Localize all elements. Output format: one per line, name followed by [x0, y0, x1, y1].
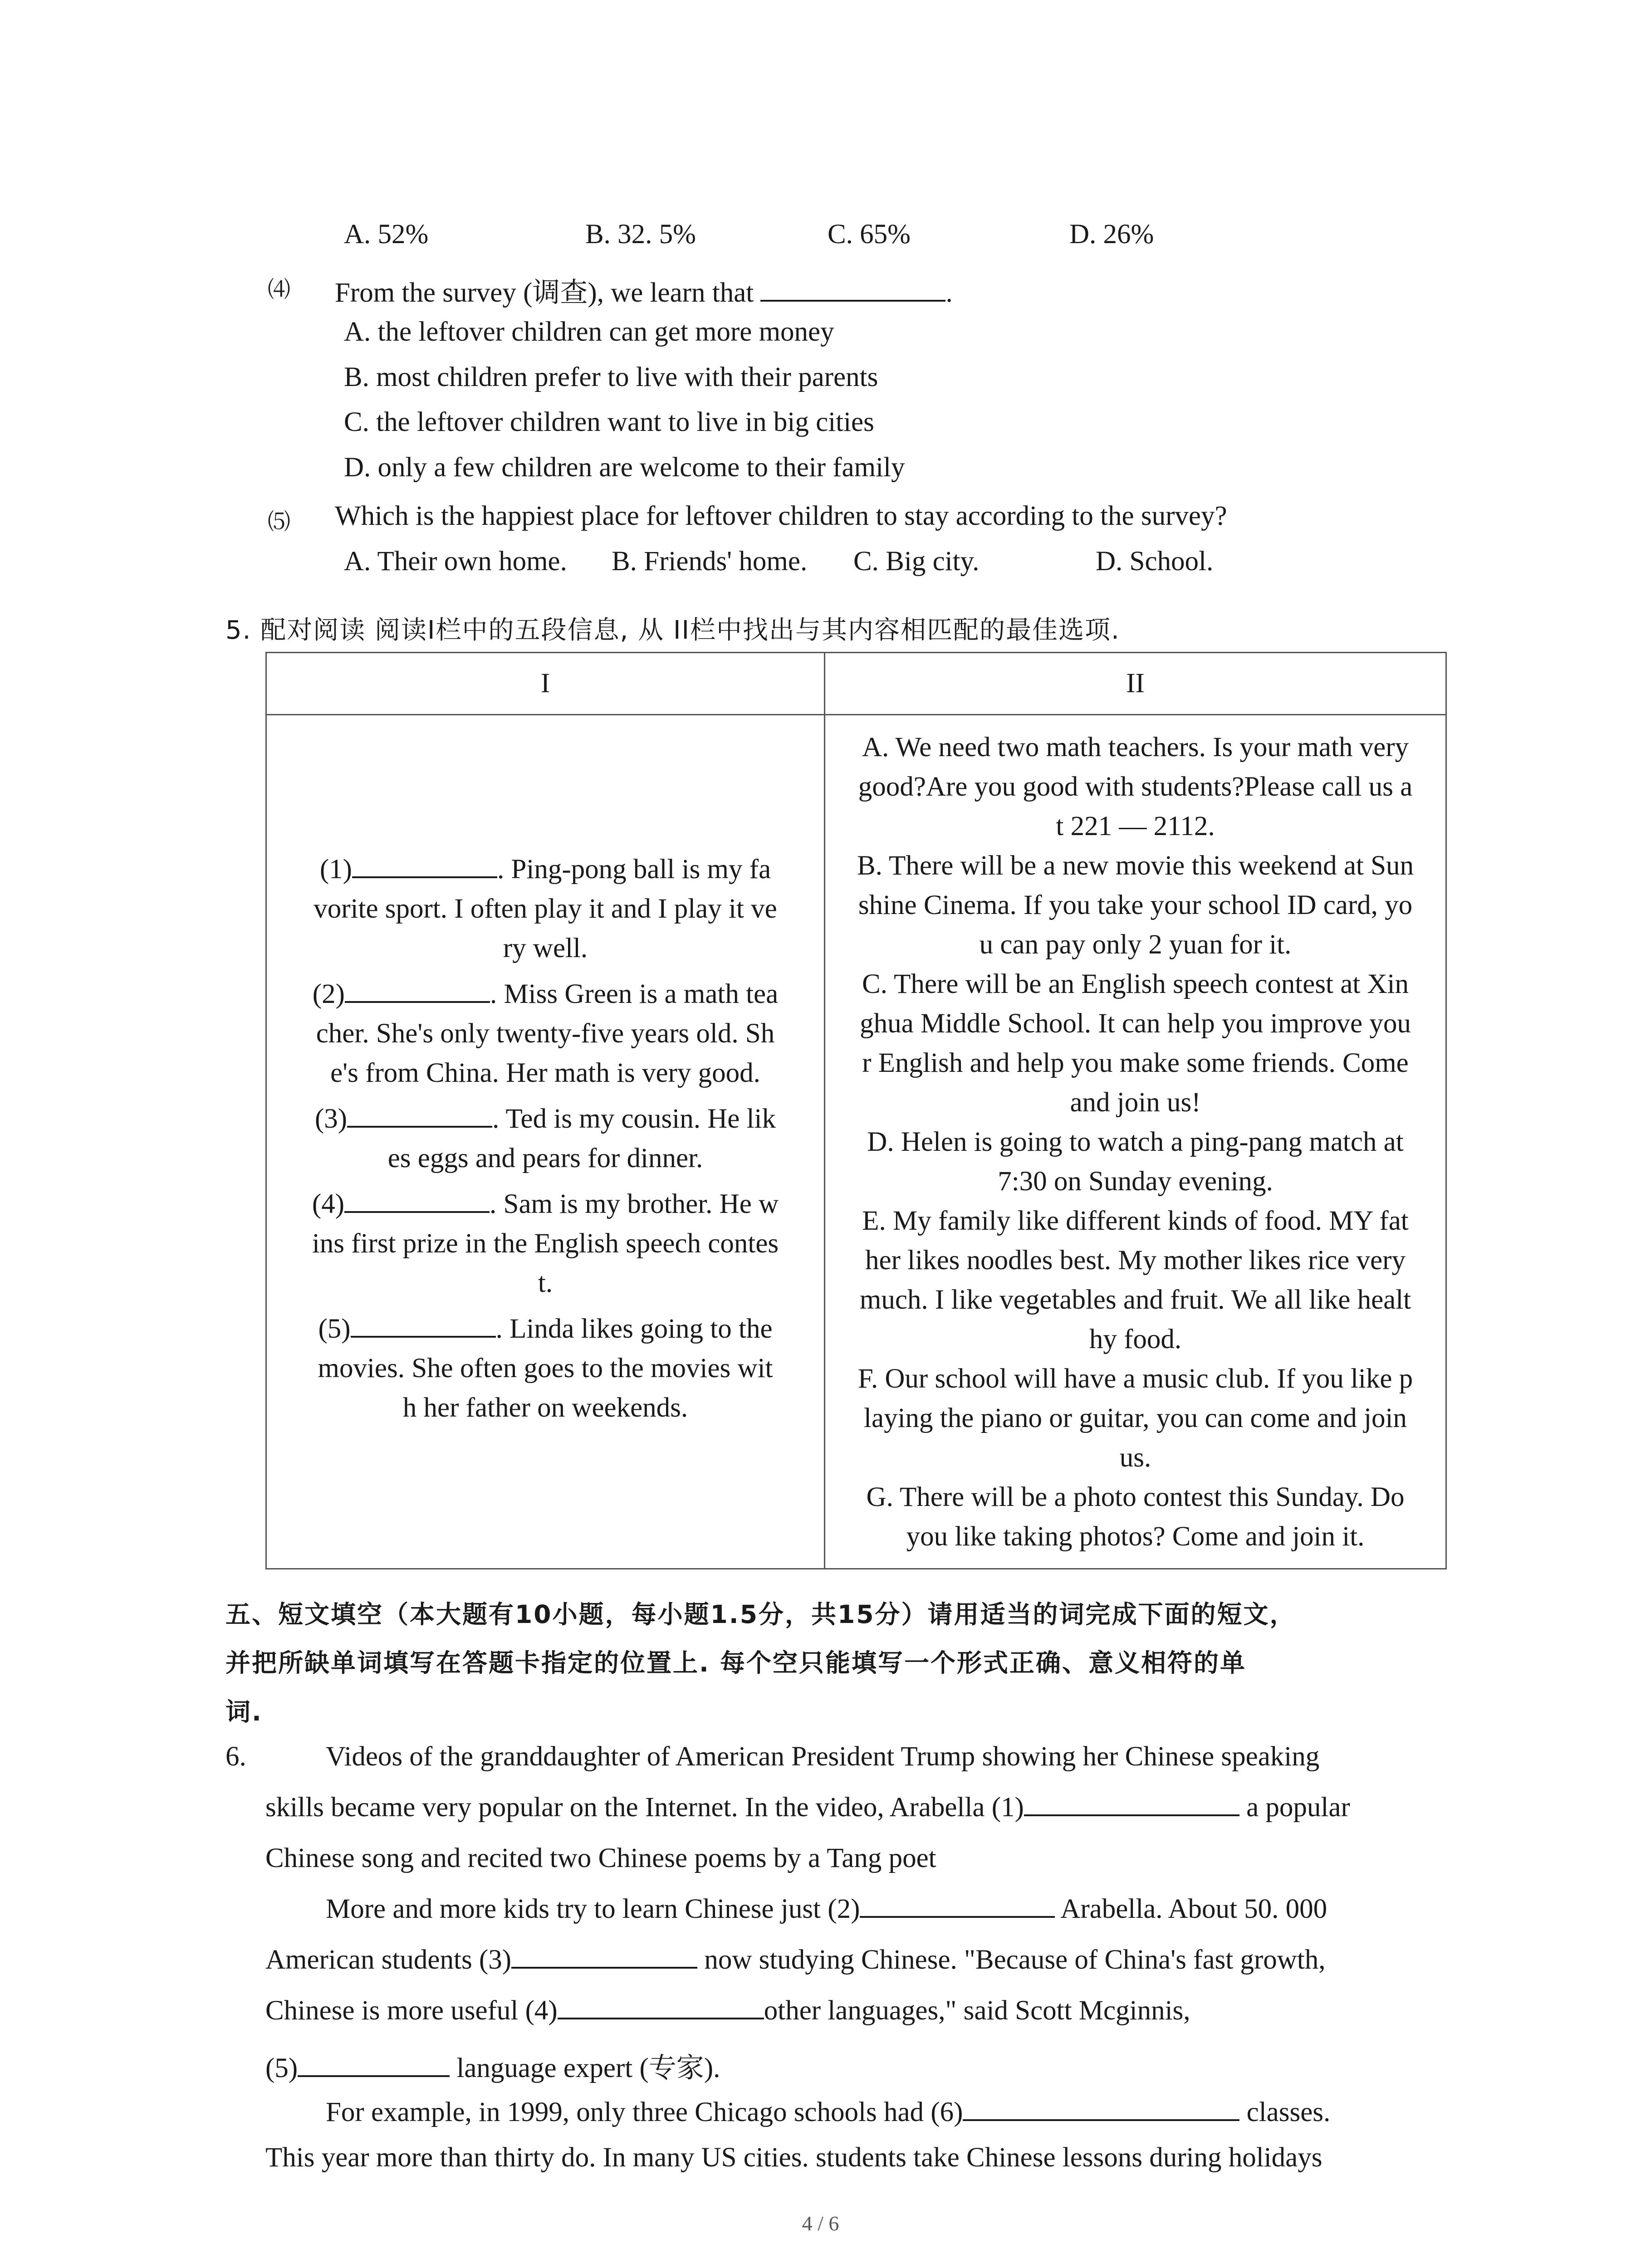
column-i-item — [276, 1309, 815, 1427]
column-ii-option — [834, 1359, 1436, 1477]
q6-p2-line2-a: American students (3) — [265, 1945, 512, 1975]
option-text-line: 7:30 on Sunday evening. — [998, 1166, 1273, 1197]
item-text-line: vorite sport. I often play it and I play it ve — [314, 894, 777, 924]
q3-option-a: A. 52% — [344, 219, 429, 249]
answer-blank[interactable] — [352, 854, 497, 878]
q6-p2-line4-a: (5) — [265, 2053, 298, 2083]
table-body-row — [266, 715, 1446, 1569]
q6-number: 6. — [225, 1741, 246, 1772]
item-text-line: t. — [538, 1268, 553, 1298]
item-text-line: es eggs and pears for dinner. — [387, 1143, 703, 1173]
q5-option-a: A. Their own home. — [344, 546, 567, 577]
option-text-line: us. — [1119, 1442, 1151, 1473]
item-text-line: ry well. — [503, 933, 588, 963]
q6-p2-line3-a: Chinese is more useful (4) — [265, 1995, 558, 2026]
q4-blank[interactable] — [760, 277, 945, 302]
q5-number: ⑸ — [268, 509, 290, 534]
q4-stem-end: . — [945, 278, 953, 308]
blank-3[interactable] — [511, 1944, 697, 1969]
column-i-item-first-line — [276, 1309, 815, 1349]
column-i-item-first-line — [276, 850, 815, 889]
column-i-item-first-line — [276, 1099, 815, 1139]
column-ii-header: II — [825, 653, 1446, 715]
q6-p1-line2-b: a popular — [1246, 1792, 1350, 1823]
q4-option-a: A. the leftover children can get more money — [344, 317, 834, 347]
q6-p2-line1-a: More and more kids try to learn Chinese just (2) — [326, 1894, 860, 1924]
column-ii-option — [834, 1122, 1436, 1201]
table-header-row — [266, 653, 1446, 715]
column-i-cell — [266, 715, 825, 1569]
option-text-line: t 221 — 2112. — [1056, 811, 1215, 841]
option-text-line: you like taking photos? Come and join it. — [906, 1521, 1365, 1552]
blank-2[interactable] — [860, 1893, 1055, 1918]
column-ii-option — [834, 728, 1436, 846]
option-text-line: and join us! — [1070, 1087, 1201, 1118]
item-text: . Ted is my cousin. He lik — [492, 1104, 776, 1134]
column-i-item — [276, 850, 815, 968]
column-ii-option — [834, 1477, 1436, 1556]
q3-option-c: C. 65% — [828, 219, 911, 249]
item-text: . Ping-pong ball is my fa — [497, 854, 771, 885]
column-i-item — [276, 1184, 815, 1303]
item-number: (2) — [312, 979, 345, 1009]
option-text-line: her likes noodles best. My mother likes rice very — [865, 1245, 1406, 1276]
q6-p2-line1 — [326, 1893, 1327, 1925]
blank-6[interactable] — [963, 2097, 1239, 2121]
option-text-line: u can pay only 2 yuan for it. — [979, 929, 1292, 960]
item-text-line: movies. She often goes to the movies wit — [318, 1353, 773, 1383]
option-text-line: B. There will be a new movie this weekend at Sun — [857, 850, 1414, 881]
item-text-line: cher. She's only twenty-five years old. Sh — [316, 1018, 775, 1049]
option-text-line: good?Are you good with students?Please call us a — [858, 771, 1413, 802]
item-text: . Sam is my brother. He w — [490, 1189, 779, 1219]
item-text-line: ins first prize in the English speech contes — [312, 1228, 779, 1259]
answer-blank[interactable] — [347, 1103, 492, 1128]
option-text-line: G. There will be a photo contest this Sunday. Do — [866, 1481, 1405, 1512]
column-ii-option — [834, 1201, 1436, 1359]
item-text: . Linda likes going to the — [495, 1314, 773, 1344]
q6-p2-line4 — [265, 2046, 720, 2085]
answer-blank[interactable] — [344, 1188, 490, 1213]
q4-stem-text: From the survey (调查), we learn that — [335, 278, 754, 308]
column-ii-option — [834, 846, 1436, 964]
column-ii-option — [834, 964, 1436, 1122]
matching-table — [265, 652, 1447, 1569]
item-number: (1) — [319, 854, 352, 885]
option-text-line: A. We need two math teachers. Is your math very — [862, 732, 1409, 763]
q4-option-d: D. only a few children are welcome to their family — [344, 452, 905, 483]
q6-p2-line3 — [265, 1995, 1190, 2027]
column-i-item-first-line — [276, 1184, 815, 1224]
part5-heading-line3: 词. — [225, 1697, 263, 1726]
item-number: (5) — [318, 1314, 351, 1344]
column-i-content — [276, 850, 815, 1427]
q6-p3-line1-b: classes. — [1246, 2097, 1331, 2127]
q4-stem — [335, 270, 953, 310]
option-text-line: laying the piano or guitar, you can come and join — [864, 1403, 1407, 1433]
q6-p2-line2-b: now studying Chinese. "Because of China's fast growth, — [704, 1945, 1326, 1975]
q4-option-b: B. most children prefer to live with their parents — [344, 362, 878, 392]
page-number: 4 / 6 — [802, 2212, 839, 2235]
q6-p1-line3: Chinese song and recited two Chinese poems by a Tang poet — [265, 1843, 936, 1873]
option-text-line: ghua Middle School. It can help you improve you — [860, 1008, 1411, 1039]
answer-blank[interactable] — [351, 1313, 496, 1338]
q3-option-b: B. 32. 5% — [585, 219, 696, 249]
q4-number: ⑷ — [268, 277, 290, 302]
q6-p3-line1 — [326, 2097, 1330, 2128]
q6-p1-line2-a: skills became very popular on the Internet. In the video, Arabella (1) — [265, 1792, 1024, 1823]
option-text-line: D. Helen is going to watch a ping-pang match at — [867, 1126, 1404, 1157]
option-text-line: much. I like vegetables and fruit. We all like healt — [859, 1284, 1411, 1315]
blank-4[interactable] — [558, 1995, 764, 2019]
option-text-line: r English and help you make some friends. Come — [862, 1047, 1409, 1078]
q6-p2-line2 — [265, 1944, 1326, 1976]
column-i-item-first-line — [276, 974, 815, 1014]
column-i-item — [276, 1099, 815, 1178]
item-number: (4) — [312, 1189, 345, 1219]
q6-p3-line1-a: For example, in 1999, only three Chicago schools had (6) — [326, 2097, 963, 2127]
q6-p1-line2 — [265, 1792, 1350, 1823]
section5-instruction: 5. 配对阅读 阅读I栏中的五段信息, 从 II栏中找出与其内容相匹配的最佳选项. — [225, 616, 1120, 645]
q5-option-b: B. Friends' home. — [612, 546, 808, 577]
q6-p2-line3-b: other languages," said Scott Mcginnis, — [764, 1995, 1190, 2026]
q6-p1-line1: Videos of the granddaughter of American President Trump showing her Chinese speaking — [326, 1741, 1320, 1772]
q5-option-c: C. Big city. — [853, 546, 980, 577]
blank-5[interactable] — [298, 2053, 450, 2077]
option-text-line: hy food. — [1089, 1324, 1182, 1354]
item-text-line: e's from China. Her math is very good. — [330, 1058, 760, 1088]
q5-option-d: D. School. — [1096, 546, 1214, 577]
option-text-line: F. Our school will have a music club. If you like p — [857, 1363, 1413, 1394]
column-i-header: I — [266, 653, 825, 715]
option-text-line: E. My family like different kinds of food. MY fat — [862, 1205, 1409, 1236]
q3-option-d: D. 26% — [1069, 219, 1154, 249]
column-i-item — [276, 974, 815, 1093]
answer-blank[interactable] — [345, 978, 490, 1003]
column-ii-content — [834, 728, 1436, 1556]
option-text-line: shine Cinema. If you take your school ID card, yo — [858, 890, 1413, 920]
q6-p3-line2: This year more than thirty do. In many US cities. students take Chinese lessons during holidays — [265, 2142, 1323, 2173]
part5-heading-line2: 并把所缺单词填写在答题卡指定的位置上. 每个空只能填写一个形式正确、意义相符的单 — [225, 1648, 1247, 1677]
q6-p2-line1-b: Arabella. About 50. 000 — [1060, 1894, 1327, 1924]
item-text: . Miss Green is a math tea — [490, 979, 779, 1009]
q6-p2-line4-b: language expert (专家). — [456, 2053, 720, 2083]
option-text-line: C. There will be an English speech contest at Xin — [862, 968, 1409, 999]
blank-1[interactable] — [1024, 1792, 1239, 1816]
part5-heading-line1: 五、短文填空（本大题有10小题，每小题1.5分，共15分）请用适当的词完成下面的短文， — [225, 1600, 1296, 1629]
q4-option-c: C. the leftover children want to live in big cities — [344, 407, 874, 437]
item-text-line: h her father on weekends. — [402, 1393, 688, 1423]
q5-stem: Which is the happiest place for leftover children to stay according to the survey? — [335, 501, 1227, 531]
column-ii-cell — [825, 715, 1446, 1569]
item-number: (3) — [314, 1104, 348, 1134]
